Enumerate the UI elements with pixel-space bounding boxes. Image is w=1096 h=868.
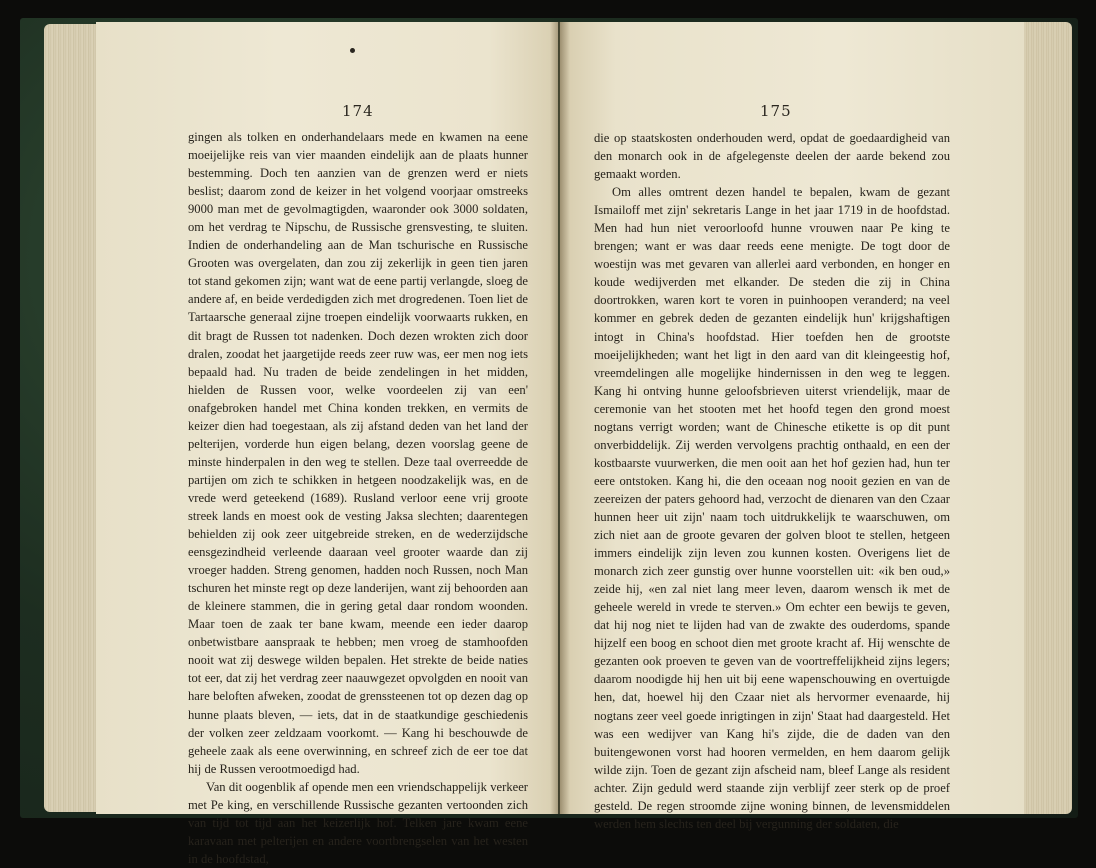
- left-paragraph-2: Van dit oogenblik af opende men een vriendschappelijk verkeer met Pe king, en verschillende Russische gezanten vertoonden zich van tijd tot tijd aan het keizerlijk hof. Telken jare kwam eene karavaan met pelterijen en andere voortbrengselen van het westen in de hoofdstad,: [188, 779, 528, 866]
- left-page: [96, 22, 558, 866]
- page-edges-left: [44, 24, 102, 812]
- page-edges-right: [1018, 22, 1072, 814]
- book-gutter: [550, 22, 570, 814]
- right-page: [560, 22, 1024, 831]
- page-number-left: 174: [342, 102, 374, 120]
- right-page-body: [594, 129, 950, 833]
- page-number-right: 175: [760, 102, 792, 120]
- left-paragraph-1: gingen als tolken en onderhandelaars mede en kwamen na eene moeijelijke reis van vier maanden eindelijk aan de plaats hunner bestemming. Doch ten aanzien van de grenzen werd er niets beslist; daarom zond de keizer in het volgend voorjaar omstreeks 9000 man met de gevolmagtigden, waaronder ook 3000 soldaten, om het verdrag te Nipschu, de Russische grensvesting, te sluiten. Indien de onderhandeling aan de Man tschurische en Russische Grooten was overgelaten, dan zou zij zekerlijk in geen tien jaren tot stand gekomen zijn; want wat de eene partij verlangde, sloeg de andere af, en beide verdedigden zich met drogredenen. Toen liet de Tartaarsche generaal zijne troepen eindelijk voorwaarts rukken, en dit bragt de Russen tot nadenken. Doch dezen wrokten zich door dralen, zoodat het jaargetijde reeds zeer ruw was, eer men nog iets bepaald had. Nu traden de beide zendelingen in het midden, hielden de Russen voor, welke voordeelen zij van een' onafgebroken handel met China konden trekken, en vermits de keizer dien had toegestaan, als zij afstand deden van het land der pelterijen, vorderde hun eigen belang, dezen voorslag geene de minste hinderpalen in den weg te stellen. Deze taal overreedde de partijen om zich te schikken in hetgeen noodzakelijk was, en de vrede werd geteekend (1689). Rusland verloor eene vrij groote streek lands en moest ook de vesting Jaksa slechten; daarentegen behielden zij ook zeer uitgebreide streken, en de wederzijdsche eensgezindheid verleende daaraan veel grooter waarde dan zij vroeger hadden. Streng genomen, hadden noch Russen, noch Man tschuren het minste regt op deze landerijen, want zij behoorden aan de kleinere stammen, die in gering getal daar rondom woonden. Maar toen de zaak ter bane kwam, meende een ieder daarop onbetwistbare aanspraak te hebben; men vroeg de stamhoofden nooit wat zij deswege wilden bepalen. Het strekte de beide naties tot eer, dat zij het verdrag zeer naauwgezet opvolgden en nooit van hare beloften afweken, zoodat de grenssteenen tot op dezen dag op hunne plaats bleven, — iets, dat in de staatkundige geschiedenis der volken zeer zeldzaam voorkomt. — Kang hi beschouwde de geheele zaak als eene overwinning, en schreef zich de eer toe dat hij de Russen verootmoedigd had.: [188, 130, 528, 776]
- ink-fleck: [350, 48, 355, 53]
- right-paragraph-2: Om alles omtrent dezen handel te bepalen, kwam de gezant Ismailoff met zijn' sekretaris Lange in het jaar 1719 in de hoofdstad. Men had hun niet veroorloofd hunne vrouwen naar Pe king te brengen; want er was daar reeds eene menigte. De togt door de woestijn was met gevaren van allerlei aard verbonden, en honger en koude wedijverden met elkander. De steden die zij in China doortrokken, waren kort te voren in puinhoopen veranderd; na veel kommer en gebrek deden de gezanten eindelijk hun' krijgshaftigen intogt in China's hoofdstad. Hier toefden hen de grootste moeijelijkheden; want het ligt in den aard van dit kleingeestig hof, vreemdelingen alle mogelijke hindernissen in den weg te leggen. Kang hi ontving hunne geloofsbrieven uiterst vriendelijk, maar de ceremonie van het stooten met het hoofd tegen den grond moest nogtans verrigt worden; want de Chinesche etikette is op dit punt onverbiddelijk. Zij werden vervolgens prachtig onthaald, en een der kostbaarste vuurwerken, die men ooit aan het hof gezien had, hun ter eere ontstoken. Kang hi, die den oceaan nog nooit gezien en van de zeereizen der paters gehoord had, verzocht de dienaren van den Czaar hunnen heer uit zijn' naam toch uitdrukkelijk te waarschuwen, om zich niet aan de groote gevaren der golven bloot te stellen, hetgeen immers eindelijk zijn leven zou kunnen kosten. Overigens liet de monarch zich zeer gunstig over hunne voorstellen uit: «ik ben oud,» zeide hij, «en zal niet lang meer leven, daarom wensch ik met de geheele wereld in vrede te sterven.» Om echter een bewijs te geven, dat hij nog niet te lijden had van de zwakte des ouderdoms, spande hijzelf een boog en schoot dien met groote kracht af. Hij wenschte de gezanten ook proeven te geven van de voortreffelijkheid zijns legers; daarom noodigde hij hen uit bij eene wapenschouwing en overtuigde hen, dat, hoewel hij den Czaar niet als hervormer evenaarde, hij nogtans zeer veel goede inrigtingen in zijn' Staat had daargesteld. Het was een wedijver van Kang hi's zijde, die de daden van den buitengewonen vorst had hooren vermelden, en hem daarom gelijk wilde zijn. Toen de gezant zijn afscheid nam, bleef Lange als resident achter. Zijn geduld werd staande zijn verblijf zeer sterk op de proef gesteld. De regen stroomde zijne woning binnen, de levensmiddelen werden hem slechts ten deel bij vergunning der soldaten, die: [594, 185, 950, 831]
- right-paragraph-1: die op staatskosten onderhouden werd, opdat de goedaardigheid van den monarch ook in de afgelegenste deelen der aarde bekend zou gemaakt worden.: [594, 131, 950, 182]
- left-page-body: [188, 128, 528, 868]
